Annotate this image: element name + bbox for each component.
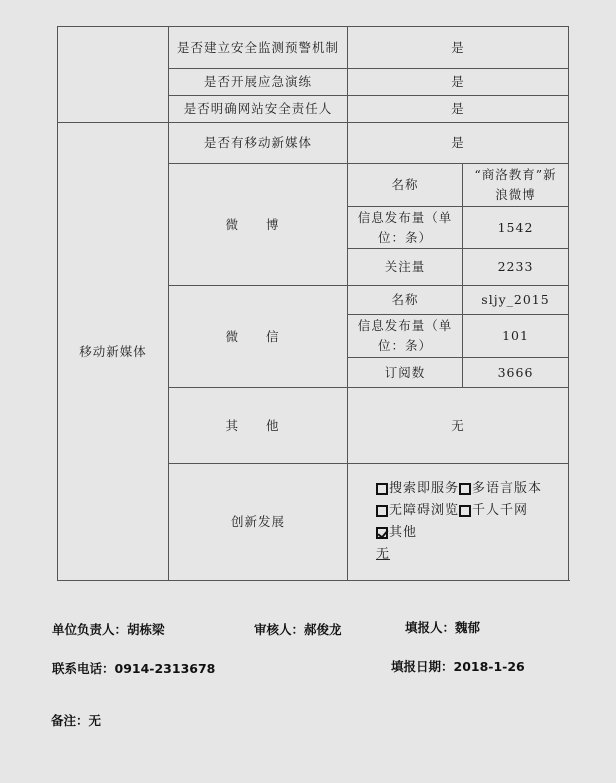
weibo-follow-label: 关注量 [348,249,463,286]
reviewer: 审核人：郝俊龙 [254,622,342,637]
innovation-options [348,464,569,581]
mobile-media-section-label: 移动新媒体 [58,123,169,581]
weibo-name-value: “商洛教育”新浪微博 [463,164,569,207]
option-multilingual[interactable]: 多语言版本 [459,478,542,500]
weixin-sub-label: 订阅数 [348,358,463,388]
weixin-sub-value: 3666 [463,358,569,388]
innovation-label: 创新发展 [169,464,348,581]
report-table [57,26,569,581]
filler: 填报人：魏郁 [405,620,481,635]
option-accessibility[interactable]: 无障碍浏览 [376,500,459,522]
option-search-service[interactable]: 搜索即服务 [376,478,459,500]
other-note: 无 [376,547,391,562]
responsible-person: 单位负责人：胡栋梁 [52,622,165,637]
other-media-value: 无 [348,388,569,464]
blank-category-cell [58,27,169,123]
option-personalized[interactable]: 千人千网 [459,500,528,522]
remark: 备注：无 [51,713,102,728]
table-row [58,123,569,164]
weibo-posts-label: 信息发布量（单位：条） [348,207,463,249]
fill-date: 填报日期：2018-1-26 [391,659,525,674]
checked-checkbox-icon[interactable] [376,527,388,539]
weixin-label: 微 信 [169,286,348,388]
checkbox-icon[interactable] [459,483,471,495]
table-row [58,27,569,69]
option-other[interactable]: 其他 [376,522,417,544]
weibo-posts-value: 1542 [463,207,569,249]
row-label: 是否明确网站安全责任人 [169,96,348,123]
checkbox-icon[interactable] [459,505,471,517]
weibo-follow-value: 2233 [463,249,569,286]
checkbox-icon[interactable] [376,505,388,517]
row-label: 是否建立安全监测预警机制 [169,27,348,69]
row-value: 是 [348,69,569,96]
has-mobile-value: 是 [348,123,569,164]
weixin-name-value: sljy_2015 [463,286,569,315]
weixin-name-label: 名称 [348,286,463,315]
has-mobile-label: 是否有移动新媒体 [169,123,348,164]
weibo-label: 微 博 [169,164,348,286]
other-media-label: 其 他 [169,388,348,464]
weixin-posts-value: 101 [463,315,569,358]
weixin-posts-label: 信息发布量（单位：条） [348,315,463,358]
row-value: 是 [348,96,569,123]
weibo-name-label: 名称 [348,164,463,207]
contact-phone: 联系电话：0914-2313678 [52,661,216,676]
row-label: 是否开展应急演练 [169,69,348,96]
row-value: 是 [348,27,569,69]
checkbox-icon[interactable] [376,483,388,495]
report-table-container [57,26,568,581]
